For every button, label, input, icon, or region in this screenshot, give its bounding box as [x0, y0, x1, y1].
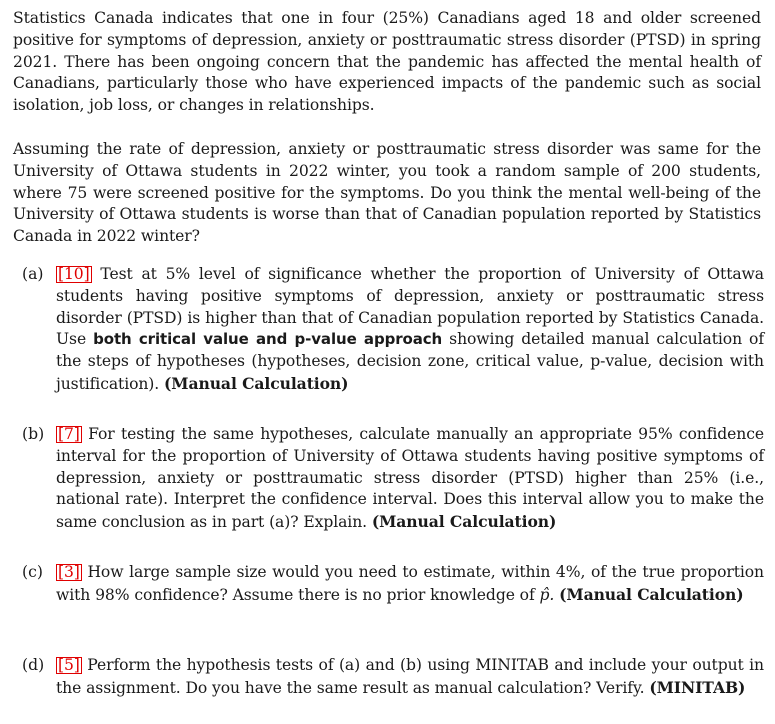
question-c-label: (c) [22, 563, 43, 581]
scenario-paragraph: Assuming the rate of depression, anxiety or posttraumatic stress disorder was same for the University of Ottawa students in 2022 winter, you took a random sample of 200 students, where 75 were screened positive for the symptoms. Do you think the mental well-being of the University of Ottawa students is worse than that of Canadian population reported by Statistics Canada in 2022 winter? [13, 140, 761, 246]
intro-paragraph: Statistics Canada indicates that one in four (25%) Canadians aged 18 and older screened positive for symptoms of depression, anxiety or posttraumatic stress disorder (PTSD) in spring 2021. There has been ongoing concern that the pandemic has affected the mental health of Canadians, particularly those who have experienced impacts of the pandemic such as social isolation, job loss, or changes in relationships. [13, 9, 761, 115]
question-d-tag: (MINITAB) [649, 677, 746, 697]
question-d-points: [5] [58, 656, 80, 674]
question-a-body [56, 264, 764, 396]
question-c-tag: (Manual Calculation) [559, 584, 744, 604]
question-d [22, 655, 764, 700]
question-a-tag: (Manual Calculation) [164, 373, 349, 393]
question-c-symbol: p̂. [539, 585, 555, 604]
question-c-body [56, 562, 764, 607]
question-d-body [56, 655, 764, 700]
question-c-points: [3] [58, 563, 80, 581]
question-b-label: (b) [22, 425, 45, 443]
question-d-text: Perform the hypothesis tests of (a) and (b) using MINITAB and include your output in the assignment. Do you have the same result as manual calculation? Verify. [56, 656, 765, 697]
question-b [22, 424, 764, 534]
question-a-points: [10] [58, 265, 90, 283]
question-d-label: (d) [22, 656, 45, 674]
question-a-label: (a) [22, 265, 44, 283]
question-a [22, 264, 764, 396]
question-a-emphasis: both critical value and p-value approach [93, 330, 443, 349]
question-a-text-before: Test at 5% level of significance whether the proportion of University of Ottawa students having positive symptoms of depression, anxiety or posttraumatic stress disorder (PTSD) is higher than that of Canadian population reported by Statistics Canada. Use [56, 265, 764, 349]
question-c [22, 562, 764, 607]
question-c-text: How large sample size would you need to estimate, within 4%, of the true proportion with 98% confidence? Assume there is no prior knowledge of [56, 563, 764, 604]
question-a-text-after: showing detailed manual calculation of the steps of hypotheses (hypotheses, decision zone, critical value, p-value, decision with justification). [56, 330, 764, 393]
question-b-tag: (Manual Calculation) [371, 512, 557, 532]
question-b-text: For testing the same hypotheses, calculate manually an appropriate 95% confidence interval for the proportion of University of Ottawa students having positive symptoms of depression, anxiety or posttraumatic stress disorder (PTSD) higher than 25% (i.e., national rate). Interpret the confidence interval. Does this interval allow you to make the same conclusion as in part (a)? Explain. [56, 425, 765, 532]
question-b-points: [7] [58, 425, 80, 443]
question-b-body [56, 424, 764, 534]
